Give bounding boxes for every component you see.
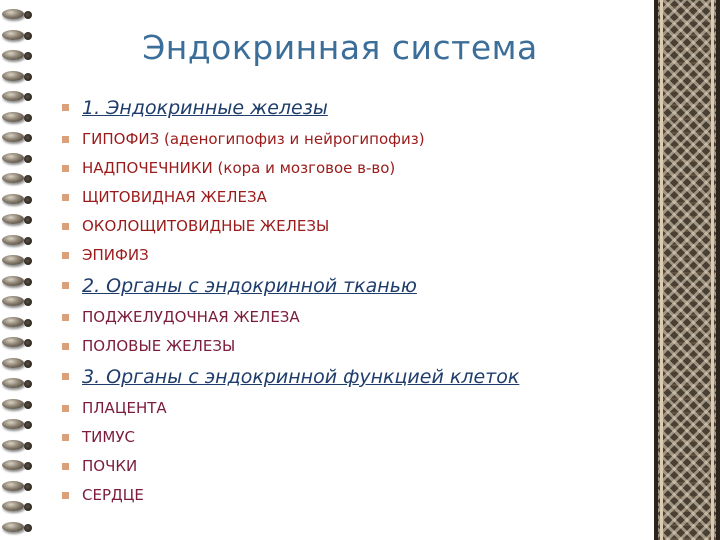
list-item-text: ПОЧКИ <box>82 457 138 475</box>
list-item-heading <box>62 361 634 394</box>
list-item-text: ЩИТОВИДНАЯ ЖЕЛЕЗА <box>82 188 267 206</box>
binding-coil <box>2 440 24 450</box>
binding-hole <box>24 11 32 19</box>
binding-hole <box>24 298 32 306</box>
binding-hole <box>24 134 32 142</box>
binding-ring-icon <box>0 109 36 127</box>
list-item <box>62 452 634 481</box>
binding-ring-icon <box>0 150 36 168</box>
square-bullet-icon <box>62 194 69 201</box>
square-bullet-icon <box>62 373 69 380</box>
binding-ring-icon <box>0 27 36 45</box>
binding-hole <box>24 155 32 163</box>
binding-ring-icon <box>0 498 36 516</box>
square-bullet-icon <box>62 463 69 470</box>
binding-coil <box>2 399 24 409</box>
binding-hole <box>24 196 32 204</box>
binding-ring-icon <box>0 68 36 86</box>
list-item-heading <box>62 270 634 303</box>
binding-ring-icon <box>0 170 36 188</box>
list-item-text: НАДПОЧЕЧНИКИ (кора и мозговое в-во) <box>82 159 396 177</box>
binding-coil <box>2 255 24 265</box>
list-item <box>62 212 634 241</box>
list-item <box>62 125 634 154</box>
square-bullet-icon <box>62 405 69 412</box>
list-item-text: ЭПИФИЗ <box>82 246 149 264</box>
binding-coil <box>2 50 24 60</box>
list-item <box>62 303 634 332</box>
binding-ring-icon <box>0 375 36 393</box>
square-bullet-icon <box>62 492 69 499</box>
binding-coil <box>2 460 24 470</box>
binding-ring-icon <box>0 293 36 311</box>
binding-coil <box>2 276 24 286</box>
binding-hole <box>24 319 32 327</box>
binding-ring-icon <box>0 519 36 537</box>
square-bullet-icon <box>62 282 69 289</box>
list-item <box>62 241 634 270</box>
binding-hole <box>24 462 32 470</box>
list-item-text: ГИПОФИЗ (аденогипофиз и нейрогипофиз) <box>82 130 425 148</box>
list-item-text: ОКОЛОЩИТОВИДНЫЕ ЖЕЛЕЗЫ <box>82 217 330 235</box>
list-item-text: 1. Эндокринные железы <box>82 97 328 119</box>
list-item <box>62 183 634 212</box>
square-bullet-icon <box>62 314 69 321</box>
list-item-text: ПОДЖЕЛУДОЧНАЯ ЖЕЛЕЗА <box>82 308 300 326</box>
binding-hole <box>24 380 32 388</box>
list-item <box>62 154 634 183</box>
border-line <box>711 0 714 540</box>
binding-ring-icon <box>0 478 36 496</box>
binding-hole <box>24 93 32 101</box>
binding-coil <box>2 71 24 81</box>
list-item-text: ПЛАЦЕНТА <box>82 399 167 417</box>
binding-coil <box>2 112 24 122</box>
list-item-text: 2. Органы с эндокринной тканью <box>82 275 417 297</box>
binding-coil <box>2 378 24 388</box>
binding-hole <box>24 401 32 409</box>
binding-coil <box>2 153 24 163</box>
binding-ring-icon <box>0 437 36 455</box>
binding-hole <box>24 175 32 183</box>
binding-ring-icon <box>0 88 36 106</box>
binding-coil <box>2 30 24 40</box>
square-bullet-icon <box>62 343 69 350</box>
binding-coil <box>2 317 24 327</box>
list-item <box>62 481 634 510</box>
list-item-text: 3. Органы с эндокринной функцией клеток <box>82 366 520 388</box>
square-bullet-icon <box>62 252 69 259</box>
binding-coil <box>2 481 24 491</box>
binding-hole <box>24 73 32 81</box>
binding-ring-icon <box>0 314 36 332</box>
binding-ring-icon <box>0 211 36 229</box>
binding-ring-icon <box>0 191 36 209</box>
binding-ring-icon <box>0 47 36 65</box>
spiral-binding <box>0 0 40 540</box>
binding-hole <box>24 237 32 245</box>
binding-hole <box>24 360 32 368</box>
binding-coil <box>2 296 24 306</box>
binding-ring-icon <box>0 232 36 250</box>
square-bullet-icon <box>62 136 69 143</box>
binding-coil <box>2 522 24 532</box>
list-item <box>62 332 634 361</box>
square-bullet-icon <box>62 104 69 111</box>
binding-hole <box>24 278 32 286</box>
binding-coil <box>2 214 24 224</box>
binding-hole <box>24 114 32 122</box>
binding-hole <box>24 524 32 532</box>
binding-coil <box>2 235 24 245</box>
list-item-text: СЕРДЦЕ <box>82 486 144 504</box>
binding-coil <box>2 337 24 347</box>
list-item <box>62 394 634 423</box>
bullet-list <box>62 92 634 510</box>
ornamental-border <box>654 0 720 540</box>
binding-hole <box>24 52 32 60</box>
binding-ring-icon <box>0 457 36 475</box>
binding-ring-icon <box>0 252 36 270</box>
binding-coil <box>2 194 24 204</box>
binding-coil <box>2 173 24 183</box>
binding-hole <box>24 216 32 224</box>
square-bullet-icon <box>62 434 69 441</box>
list-item <box>62 423 634 452</box>
binding-coil <box>2 419 24 429</box>
binding-hole <box>24 257 32 265</box>
binding-hole <box>24 32 32 40</box>
binding-ring-icon <box>0 129 36 147</box>
binding-coil <box>2 91 24 101</box>
slide-title: Эндокринная система <box>142 28 538 67</box>
binding-ring-icon <box>0 334 36 352</box>
border-line <box>660 0 663 540</box>
binding-hole <box>24 442 32 450</box>
binding-coil <box>2 501 24 511</box>
binding-hole <box>24 421 32 429</box>
binding-ring-icon <box>0 273 36 291</box>
binding-ring-icon <box>0 396 36 414</box>
list-item-text: ТИМУС <box>82 428 135 446</box>
list-item-heading <box>62 92 634 125</box>
binding-hole <box>24 503 32 511</box>
binding-ring-icon <box>0 355 36 373</box>
binding-ring-icon <box>0 6 36 24</box>
binding-ring-icon <box>0 416 36 434</box>
binding-coil <box>2 132 24 142</box>
binding-coil <box>2 9 24 19</box>
list-item-text: ПОЛОВЫЕ ЖЕЛЕЗЫ <box>82 337 236 355</box>
binding-hole <box>24 339 32 347</box>
square-bullet-icon <box>62 223 69 230</box>
binding-coil <box>2 358 24 368</box>
binding-hole <box>24 483 32 491</box>
square-bullet-icon <box>62 165 69 172</box>
